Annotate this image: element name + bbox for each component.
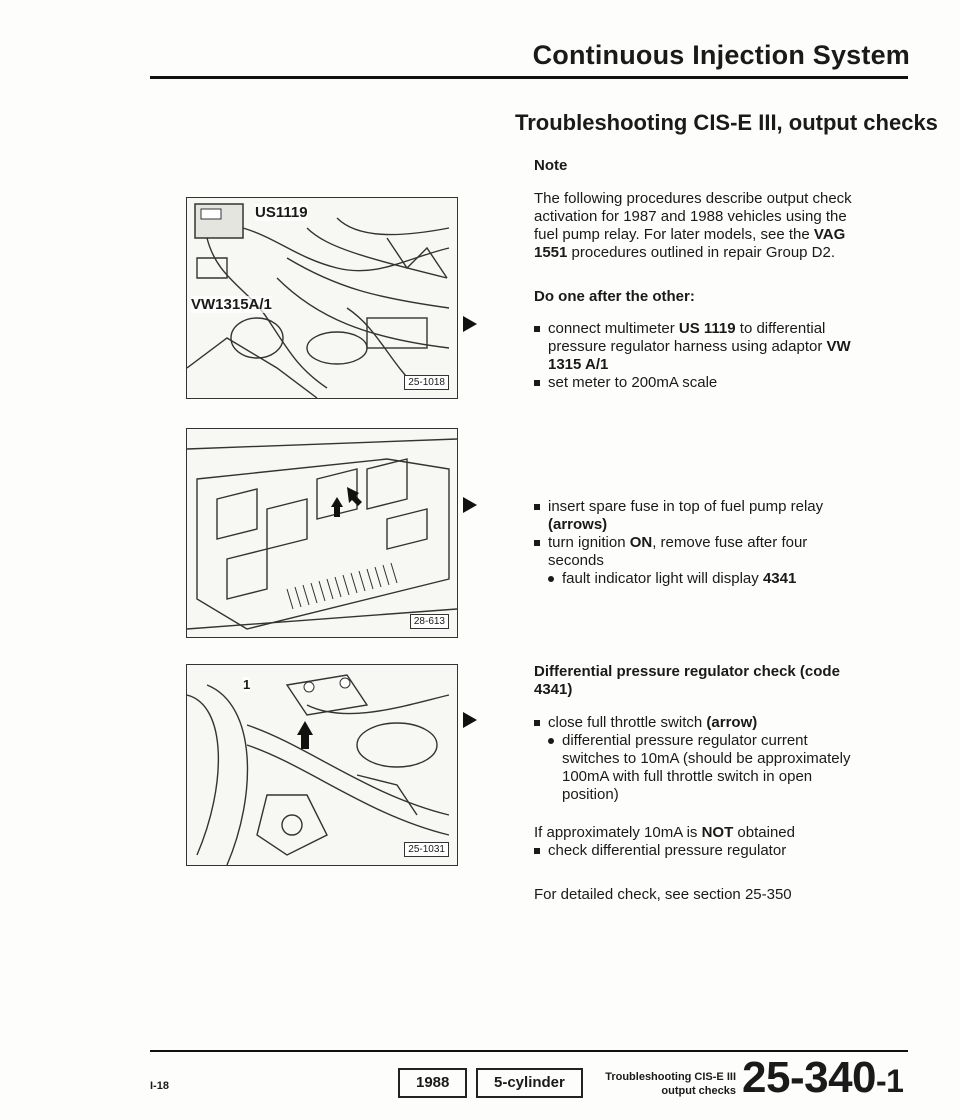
list-item: set meter to 200mA scale (534, 374, 864, 392)
section-title: Troubleshooting CIS-E III, output checks (515, 110, 938, 135)
figure-multimeter-connection (186, 197, 458, 399)
page-number: I-18 (150, 1080, 169, 1092)
sub-list (548, 732, 864, 804)
step3-check-list (534, 842, 864, 860)
page-header-title: Continuous Injection System (532, 40, 910, 70)
section-code-suffix: -1 (876, 1063, 904, 1099)
figure-tag: 25-1018 (404, 375, 449, 390)
list-item: turn ignition ON, remove fuse after four seconds fault indicator light will display 4341 (534, 534, 864, 588)
figure-label: 1 (243, 677, 251, 692)
check-heading: Differential pressure regulator check (code 4341) (534, 663, 840, 698)
step1-list (534, 320, 864, 392)
list-item: insert spare fuse in top of fuel pump relay (arrows) (534, 498, 864, 534)
step2-list (534, 498, 864, 588)
pointer-arrow-icon (463, 712, 477, 728)
figure-throttle-switch (186, 664, 458, 866)
list-item: check differential pressure regulator (534, 842, 864, 860)
figure-fuse-relay-panel (186, 428, 458, 638)
figure-tag: 28-613 (410, 614, 449, 629)
header-rule (150, 76, 908, 79)
list-item: close full throttle switch (arrow) differential pressure regulator current switches to 10mA (should be approximately 100mA with full throttle switch in open position) (534, 714, 864, 804)
list-item: connect multimeter US 1119 to differential pressure regulator harness using adaptor VW 1315 A/1 (534, 320, 864, 374)
footer-desc-line: Troubleshooting CIS-E III (605, 1071, 736, 1083)
footer-description (586, 1070, 736, 1098)
year-box: 1988 (398, 1068, 467, 1098)
list-item: differential pressure regulator current switches to 10mA (should be approximately 100mA with full throttle switch in open position) (548, 732, 864, 804)
engine-box: 5-cylinder (476, 1068, 583, 1098)
footer-rule (150, 1050, 908, 1052)
step-heading: Do one after the other: (534, 288, 695, 305)
pointer-arrow-icon (463, 316, 477, 332)
detail-text: For detailed check, see section 25-350 (534, 886, 792, 903)
if-text: If approximately 10mA is NOT obtained (534, 824, 795, 841)
section-code (742, 1053, 903, 1103)
section-code-main: 25-340 (742, 1053, 877, 1102)
relay-panel-illustration (187, 429, 457, 637)
pointer-arrow-icon (463, 497, 477, 513)
footer-desc-line: output checks (661, 1085, 736, 1097)
note-text: The following procedures describe output check activation for 1987 and 1988 vehicles using the fuel pump relay. For later models, see the VAG 1551 procedures outlined in repair Group D2. (534, 190, 852, 261)
figure-tag: 25-1031 (404, 842, 449, 857)
note-heading: Note (534, 157, 568, 174)
figure-label: VW1315A/1 (191, 296, 272, 313)
throttle-illustration (187, 665, 457, 865)
step3-list (534, 714, 864, 804)
figure-label: US1119 (255, 204, 308, 221)
sub-list (548, 570, 864, 588)
list-item: fault indicator light will display 4341 (548, 570, 864, 588)
